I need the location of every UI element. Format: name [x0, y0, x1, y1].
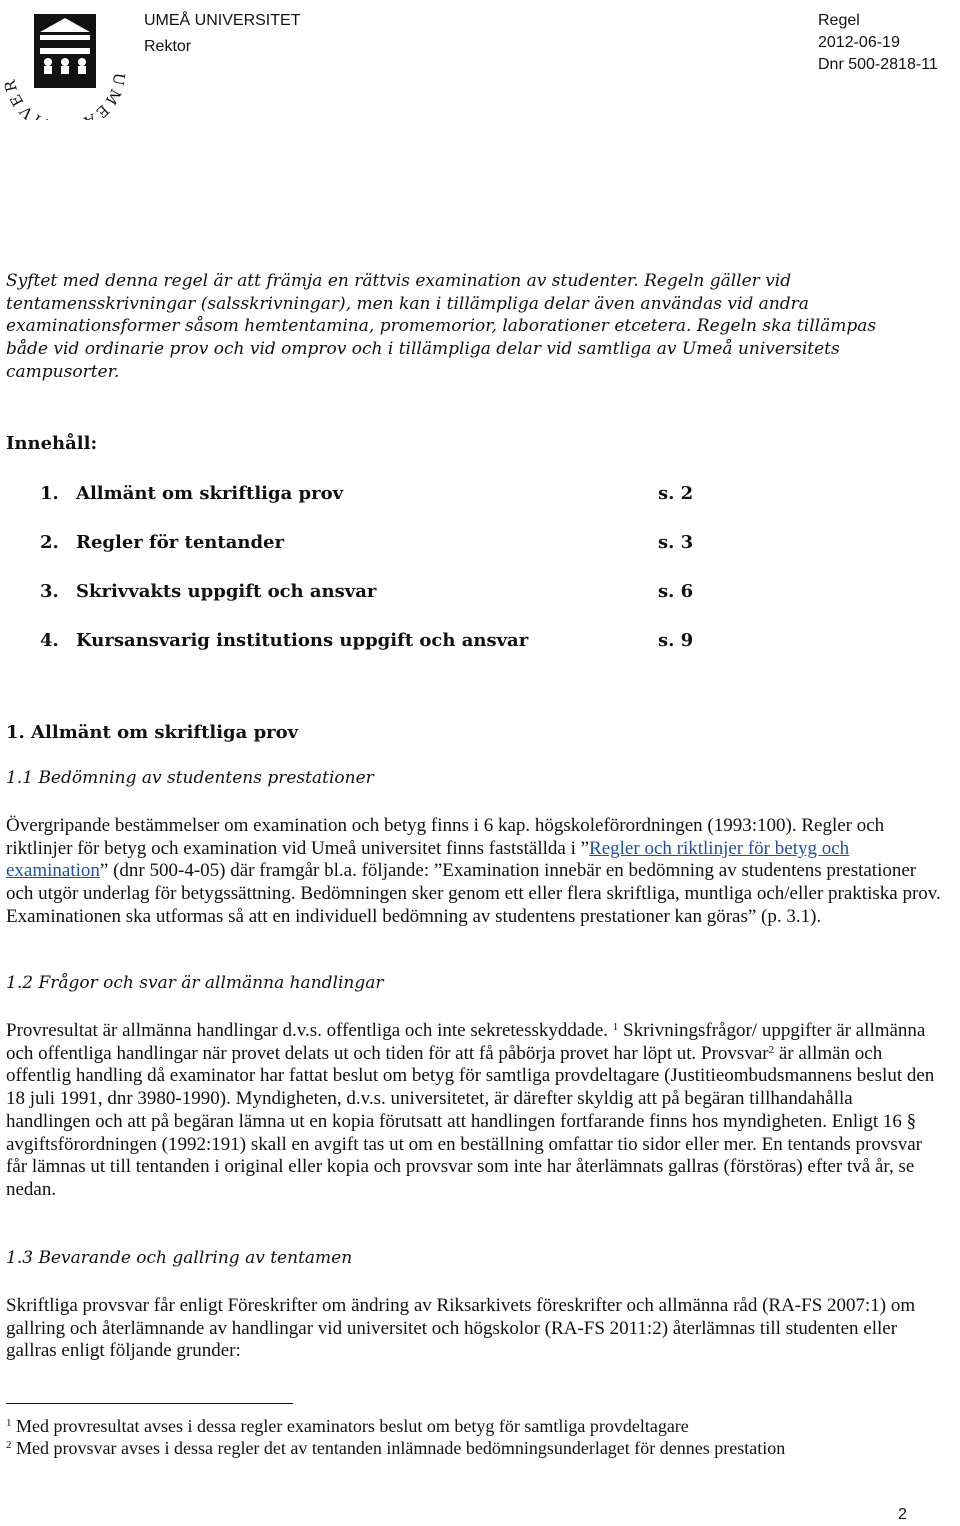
university-seal-icon [0, 0, 130, 120]
footnote [6, 1437, 936, 1459]
page-number: 2 [898, 1506, 907, 1523]
toc-item[interactable] [40, 581, 720, 607]
toc-item-label: Skrivvakts uppgift och ansvar [76, 581, 377, 602]
subsection-heading: 1.2 Frågor och svar är allmänna handlingar [6, 973, 384, 993]
toc-item-page: s. 9 [658, 630, 694, 651]
paragraph-assessment [6, 815, 941, 929]
subsection-heading: 1.3 Bevarande och gallring av tentamen [6, 1248, 353, 1268]
svg-text:UMEÅ UNIVERSITET: UME IVER [0, 71, 129, 120]
toc-item-label: Kursansvarig institutions uppgift och ansvar [76, 630, 529, 651]
toc-item[interactable] [40, 532, 720, 558]
toc-item-label: Allmänt om skriftliga prov [76, 483, 344, 504]
toc-item-number: 3. [40, 581, 59, 602]
header-date: 2012-06-19 [818, 34, 900, 51]
toc-item-number: 2. [40, 532, 59, 553]
header-org: UMEÅ UNIVERSITET [144, 12, 301, 29]
footnote-ref[interactable]: 1 [612, 1021, 619, 1033]
subsection-heading: 1.1 Bedömning av studentens prestationer [6, 768, 374, 788]
paragraph-public-documents [6, 1020, 941, 1202]
paragraph-text: Provresultat är allmänna handlingar d.v.s. offentliga och inte sekretesskyddade. [6, 1020, 609, 1041]
toc-item-label: Regler för tentander [76, 532, 284, 553]
footnote-mark: 1 [6, 1417, 12, 1429]
toc-item-page: s. 6 [658, 581, 694, 602]
paragraph-text: Övergripande bestämmelser om examination och betyg finns i 6 kap. högskoleförordningen (1993:100). Regler och riktlinjer för betyg och examination vid Umeå universitet finns fastställda i ” [6, 815, 885, 859]
rules-link[interactable]: Regler och riktlinjer för betyg och examination [6, 837, 850, 882]
toc-item[interactable] [40, 630, 720, 656]
footnote-divider [6, 1403, 293, 1404]
toc-item-number: 1. [40, 483, 59, 504]
paragraph-text: är allmän och offentlig handling då examinator har fattat beslut om betyg för samtliga provdeltagare (Justitieombudsmannens beslut den 18 juli 1991, dnr 3980-1990). Myndigheten, d.v.s. universitetet, är därefter skyldig att på begäran tillhandahålla handlingen och att på begäran lämna ut en kopia förutsatt att handlingen fortfarande finns hos myndigheten. Enligt 16 § avgiftsförordningen (1992:191) skall en avgift tas ut om en beställning omfattar tio sidor eller mer. En tentands provsvar får lämnas ut till tentanden i original eller kopia och provsvar som inte har återlämnats gallras (förstöras) efter två år, se nedan. [6, 1042, 935, 1200]
footnote-ref[interactable]: 2 [768, 1043, 775, 1056]
footnote-text: Med provsvar avses i dessa regler det av tentanden inlämnade bedömningsunderlaget för dennes prestation [11, 1438, 786, 1458]
footnote-text: Med provresultat avses i dessa regler examinators beslut om betyg för samtliga provdeltagare [11, 1416, 689, 1436]
intro-paragraph: Syftet med denna regel är att främja en rättvis examination av studenter. Regeln gäller vid tentamensskrivningar (salsskrivningar), men kan i tillämpliga delar även användas vid andra examinationsformer såsom hemtentamina, promemorior, laborationer etcetera. Regeln ska tillämpas både vid ordinarie prov och vid omprov och i tillämpliga delar vid samtliga av Umeå universitets campusorter. [6, 271, 877, 382]
paragraph-text: ” (dnr 500-4-05) där framgår bl.a. följande: ”Examination innebär en bedömning av studentens prestationer och utgör underlag för betygssättning. Bedömningen sker genom ett eller flera skriftliga, muntliga och/eller praktiska prov. Examinationen ska utformas så att en individuell bedömning av studentens prestationer kan göras” (p. 3.1). [6, 860, 941, 927]
toc-item[interactable] [40, 483, 720, 509]
toc-title: Innehåll: [6, 433, 98, 454]
paragraph-retention: Skriftliga provsvar får enligt Föreskrifter om ändring av Riksarkivets föreskrifter och allmänna råd (RA-FS 2007:1) om gallring och återlämnande av handlingar vid universitet och högskolor (RA-FS 2011:2) återlämnas till studenten eller gallras enligt följande grunder: [6, 1295, 916, 1362]
toc-item-page: s. 3 [658, 532, 694, 553]
paragraph-text: Skrivningsfrågor/ uppgifter är allmänna och offentliga handlingar när provet delats ut och tiden för att få påbörja provet har löpt ut. Provsvar [6, 1020, 926, 1064]
university-logo [0, 0, 130, 120]
section-heading: 1. Allmänt om skriftliga prov [6, 722, 299, 743]
header-dnr: Dnr 500-2818-11 [818, 56, 938, 73]
footnote [6, 1415, 936, 1437]
header-doc-type: Regel [818, 12, 860, 29]
toc-item-page: s. 2 [658, 483, 694, 504]
footnote-mark: 2 [6, 1439, 12, 1451]
header-unit: Rektor [144, 38, 192, 55]
toc-item-number: 4. [40, 630, 59, 651]
